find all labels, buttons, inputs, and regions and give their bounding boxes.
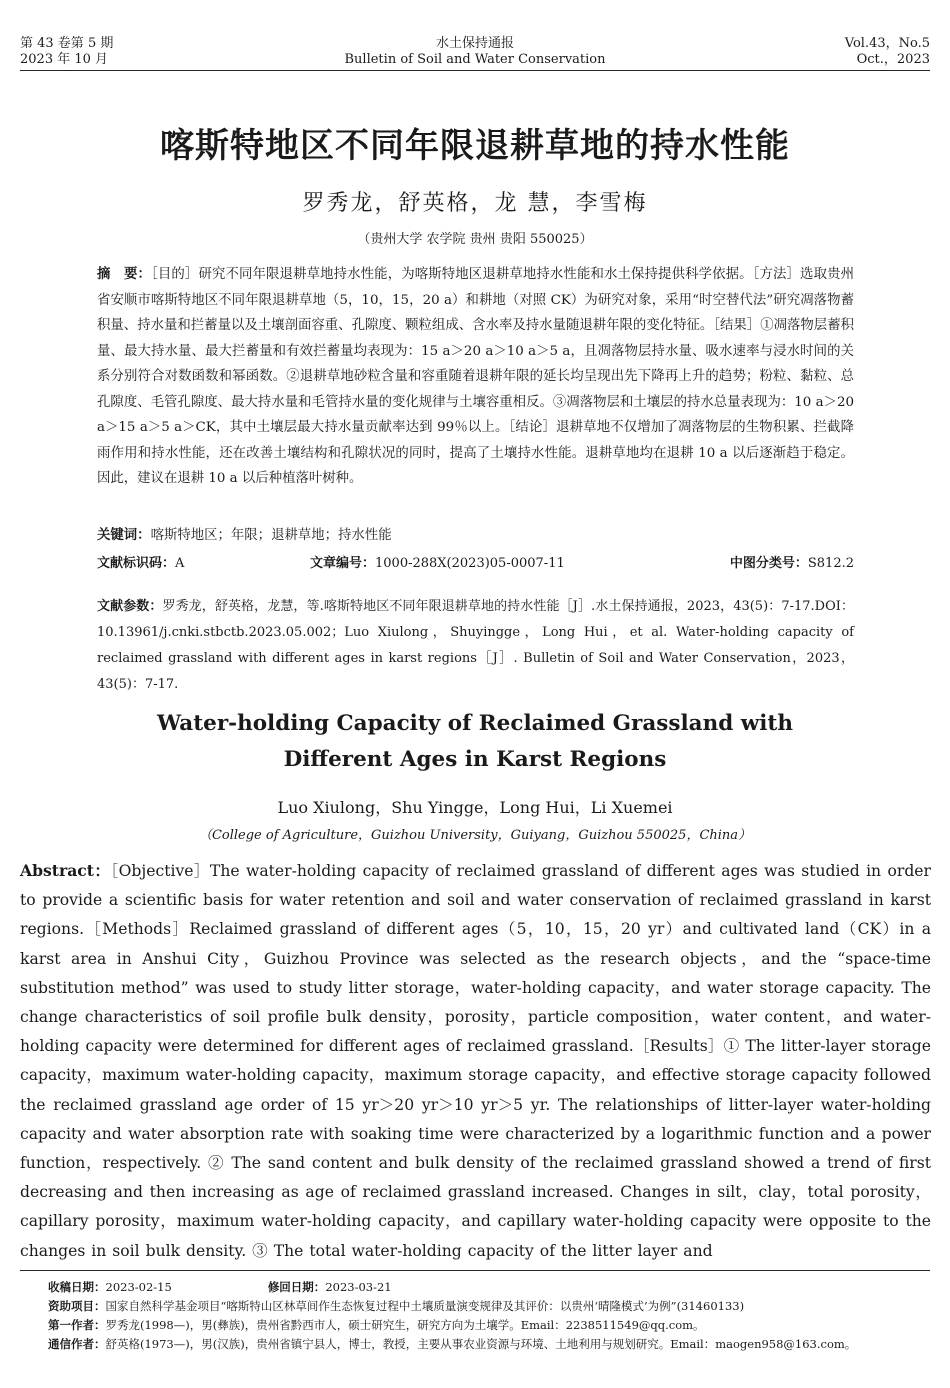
- paper-title-en-line1: Water-holding Capacity of Reclaimed Grassland with: [157, 711, 793, 736]
- journal-name-cn: 水土保持通报: [435, 36, 514, 51]
- corresponding-author-label: 通信作者：: [48, 1337, 106, 1351]
- article-number-value: 1000-288X(2023)05-0007-11: [375, 556, 565, 571]
- volume-issue-cn: 第 43 卷第 5 期: [20, 36, 114, 51]
- journal-name-en: Bulletin of Soil and Water Conservation: [344, 52, 606, 67]
- document-code-label: 文献标识码：: [97, 556, 176, 571]
- citation-text: 罗秀龙，舒英格，龙慧，等.喀斯特地区不同年限退耕草地的持水性能［J］.水土保持通报，2023，43(5)：7-17.DOI：10.13961/j.cnki.stbctb.2023.05.002；Luo Xiulong，Shuyingge，Long Hui，et al. Water-holding capacity of reclaimed grassland with different ages in karst regions［J］. Bulletin of Soil and Water Conservation，2023，43(5)：7-17.: [97, 599, 854, 692]
- abstract-en-label: Abstract：: [20, 861, 111, 880]
- citation: [97, 594, 854, 698]
- footnote-corresponding-author: [48, 1335, 932, 1354]
- abstract-cn-text: ［目的］研究不同年限退耕草地持水性能，为喀斯特地区退耕草地持水性能和水土保持提供科学依据。［方法］选取贵州省安顺市喀斯特地区不同年限退耕草地（5，10，15，20 a）和耕地（对照 CK）为研究对象，采用“时空替代法”研究凋落物蓄积量、持水量和拦蓄量以及土壤剖面容重、孔隙度、颗粒组成、含水率及持水量随退耕年限的变化特征。［结果］①凋落物层蓄积量、最大持水量、最大拦蓄量和有效拦蓄量均表现为：15 a＞20 a＞10 a＞5 a，且凋落物层持水量、吸水速率与浸水时间的关系分别符合对数函数和幂函数。②退耕草地砂粒含量和容重随着退耕年限的延长均呈现出先下降再上升的趋势；粉粒、黏粒、总孔隙度、毛管孔隙度、最大持水量和毛管持水量的变化规律与土壤容重相反。③凋落物层和土壤层的持水总量表现为：10 a＞20 a＞15 a＞5 a＞CK，其中土壤层最大持水量贡献率达到 99％以上。［结论］退耕草地不仅增加了凋落物层的生物积累、拦截降雨作用和持水性能，还在改善土壤结构和孔隙状况的同时，提高了土壤持水性能。退耕草地均在退耕 10 a 以后逐渐趋于稳定。因此，建议在退耕 10 a 以后种植落叶树种。: [97, 267, 854, 486]
- first-author-label: 第一作者：: [48, 1318, 106, 1332]
- first-author-text: 罗秀龙(1998—)，男(彝族)，贵州省黔西市人，硕士研究生，研究方向为土壤学。Email：2238511549@qq.com。: [105, 1318, 705, 1332]
- header-center: [20, 36, 930, 68]
- identifiers: [97, 554, 854, 574]
- authors-en: Luo Xiulong，Shu Yingge，Long Hui，Li Xuemei: [277, 798, 673, 817]
- authors-cn: 罗秀龙，舒英格，龙 慧，李雪梅: [302, 191, 648, 216]
- footnote-funding: [48, 1297, 932, 1316]
- abstract-en: [20, 856, 931, 1266]
- clc-number: [730, 554, 854, 574]
- header-rule: [20, 70, 930, 71]
- footnote: [48, 1278, 932, 1354]
- keywords: [97, 526, 854, 546]
- article-number-label: 文章编号：: [310, 556, 376, 571]
- funding-text: 国家自然科学基金项目“喀斯特山区林草间作生态恢复过程中土壤质量演变规律及其评价：以贵州‘晴隆模式’为例”(31460133): [105, 1299, 745, 1313]
- affiliation-cn: （贵州大学 农学院 贵州 贵阳 550025）: [357, 232, 593, 247]
- affiliation-en: （College of Agriculture，Guizhou University，Guiyang，Guizhou 550025，China）: [198, 828, 752, 843]
- clc-number-value: S812.2: [807, 556, 854, 571]
- volume-issue-en: Vol.43，No.5: [844, 36, 930, 51]
- running-header: [20, 36, 930, 70]
- date-en: Oct.，2023: [856, 52, 930, 67]
- keywords-label: 关键词：: [97, 528, 151, 543]
- abstract-en-text: ［Objective］The water-holding capacity of reclaimed grassland of different ages was studied in order to provide a scientific basis for water retention and soil and water conservation of reclaimed grassland in karst regions.［Methods］Reclaimed grassland of different ages（5，10，15，20 yr）and cultivated land（CK）in a karst area in Anshui City，Guizhou Province was selected as the research objects，and the “space-time substitution method” was used to study litter storage，water-holding capacity，and water storage capacity. The change characteristics of soil profile bulk density，porosity，particle composition，water content，and water-holding capacity were determined for different ages of reclaimed grassland.［Results］① The litter-layer storage capacity，maximum water-holding capacity，maximum storage capacity，and effective storage capacity followed the reclaimed grassland age order of 15 yr＞20 yr＞10 yr＞5 yr. The relationships of litter-layer water-holding capacity and water absorption rate with soaking time were characterized by a logarithmic function and a power function，respectively. ② The sand content and bulk density of the reclaimed grassland showed a trend of first decreasing and then increasing as age of reclaimed grassland increased. Changes in silt，clay，total porosity，capillary porosity，maximum water-holding capacity，and capillary water-holding capacity were opposite to the changes in soil bulk density. ③ The total water-holding capacity of the litter layer and: [20, 862, 931, 1260]
- received-label: 收稿日期：: [48, 1280, 106, 1294]
- corresponding-author-text: 舒英格(1973—)，男(汉族)，贵州省镇宁县人，博士，教授，主要从事农业资源与环境、土地利用与规划研究。Email：maogen958@163.com。: [105, 1337, 857, 1351]
- article-number: [310, 554, 565, 574]
- document-code-value: A: [175, 556, 185, 571]
- revised-date: 2023-03-21: [325, 1280, 392, 1294]
- header-right: [845, 36, 930, 68]
- footnote-first-author: [48, 1316, 932, 1335]
- abstract-cn-label: 摘 要：: [97, 267, 152, 282]
- date-cn: 2023 年 10 月: [20, 52, 109, 67]
- revised-label: 修回日期：: [267, 1280, 326, 1294]
- paper-title-cn: 喀斯特地区不同年限退耕草地的持水性能: [160, 126, 790, 166]
- footnote-rule: [20, 1270, 930, 1271]
- funding-label: 资助项目：: [48, 1299, 106, 1313]
- received-date: 2023-02-15: [105, 1280, 172, 1294]
- footnote-dates: [48, 1278, 932, 1297]
- citation-label: 文献参数：: [97, 599, 163, 614]
- document-code: [97, 554, 184, 574]
- abstract-cn: [97, 262, 854, 492]
- clc-number-label: 中图分类号：: [729, 556, 808, 571]
- keywords-text: 喀斯特地区；年限；退耕草地；持水性能: [150, 528, 392, 543]
- paper-title-en-line2: Different Ages in Karst Regions: [283, 747, 667, 772]
- paper-title-en: [0, 706, 950, 778]
